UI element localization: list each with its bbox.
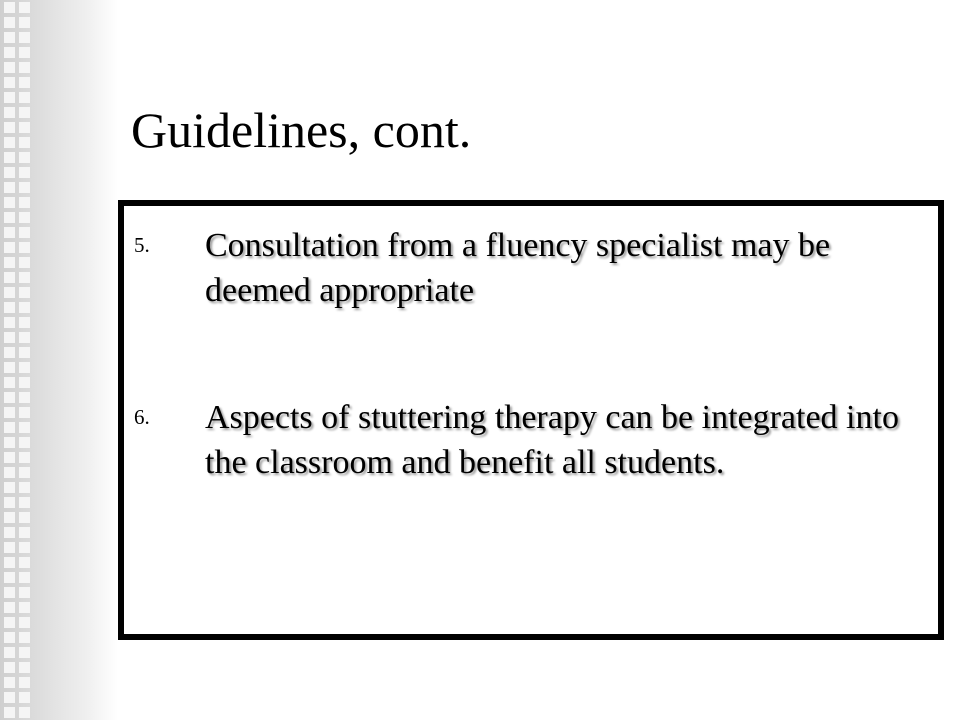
decorative-square [4,632,15,643]
decorative-square [19,182,30,193]
decorative-square [19,122,30,133]
decorative-square [4,512,15,523]
decorative-square [4,422,15,433]
decorative-square [4,677,15,688]
list-item-text: Consultation from a fluency specialist may be deemed appropriate [205,227,831,309]
decorative-square [19,572,30,583]
decorative-square [4,347,15,358]
decorative-square [19,32,30,43]
decorative-square [19,467,30,478]
decorative-square [19,62,30,73]
decorative-square [19,632,30,643]
decorative-square [4,332,15,343]
decorative-square [4,437,15,448]
decorative-square [19,272,30,283]
decorative-square [4,32,15,43]
decorative-square [19,692,30,703]
decorative-square [4,92,15,103]
decorative-square [19,137,30,148]
decorative-square [19,407,30,418]
decorative-square [4,407,15,418]
list-item-text: Aspects of stuttering therapy can be integrated into the classroom and benefit all students. [205,399,899,481]
decorative-square [4,617,15,628]
decorative-square [4,572,15,583]
decorative-square [19,227,30,238]
decorative-square [19,242,30,253]
decorative-square [4,227,15,238]
decorative-square [19,197,30,208]
decorative-square [4,2,15,13]
decorative-square [19,302,30,313]
decorative-square [4,482,15,493]
decorative-square [19,2,30,13]
decorative-square [19,677,30,688]
decorative-square [4,212,15,223]
decorative-square [19,77,30,88]
content-box [118,200,944,640]
decorative-square [19,542,30,553]
decorative-square [4,107,15,118]
decorative-square [4,47,15,58]
decorative-square [4,122,15,133]
decorative-square [19,557,30,568]
decorative-square [4,302,15,313]
decorative-square [19,422,30,433]
decorative-square [4,377,15,388]
decorative-square [19,287,30,298]
decorative-square [19,332,30,343]
decorative-square [4,152,15,163]
decorative-square [19,377,30,388]
decorative-square [4,182,15,193]
decorative-square [19,257,30,268]
decorative-square [4,662,15,673]
decorative-square-pattern [2,0,32,720]
list-item-number: 5. [134,233,150,257]
decorative-square [19,602,30,613]
decorative-square [19,437,30,448]
decorative-square [19,152,30,163]
decorative-square [19,587,30,598]
decorative-square [19,647,30,658]
decorative-square [4,287,15,298]
decorative-square [4,557,15,568]
decorative-square [19,662,30,673]
decorative-square [19,347,30,358]
decorative-square [19,47,30,58]
decorative-square [4,62,15,73]
decorative-square [4,197,15,208]
decorative-square [19,362,30,373]
decorative-square [4,647,15,658]
decorative-square [4,17,15,28]
decorative-square [19,167,30,178]
decorative-square [19,617,30,628]
decorative-square [19,317,30,328]
decorative-square [19,512,30,523]
decorative-square [19,482,30,493]
slide-title: Guidelines, cont. [131,102,472,158]
decorative-square [4,467,15,478]
decorative-square [19,107,30,118]
decorative-square [4,497,15,508]
decorative-square [19,452,30,463]
decorative-square [4,452,15,463]
decorative-square [19,497,30,508]
decorative-square [4,527,15,538]
decorative-square [19,17,30,28]
decorative-square [19,212,30,223]
decorative-square [4,257,15,268]
decorative-square [19,392,30,403]
decorative-square [4,707,15,718]
decorative-square [4,317,15,328]
decorative-square [4,542,15,553]
decorative-square [4,137,15,148]
decorative-square [4,77,15,88]
decorative-square [4,602,15,613]
decorative-square [4,587,15,598]
decorative-square [19,92,30,103]
decorative-square [4,242,15,253]
decorative-square [4,272,15,283]
list-item-number: 6. [134,405,150,429]
decorative-square [4,167,15,178]
decorative-square [19,527,30,538]
decorative-square [4,692,15,703]
decorative-square [4,362,15,373]
decorative-square [4,392,15,403]
decorative-square [19,707,30,718]
